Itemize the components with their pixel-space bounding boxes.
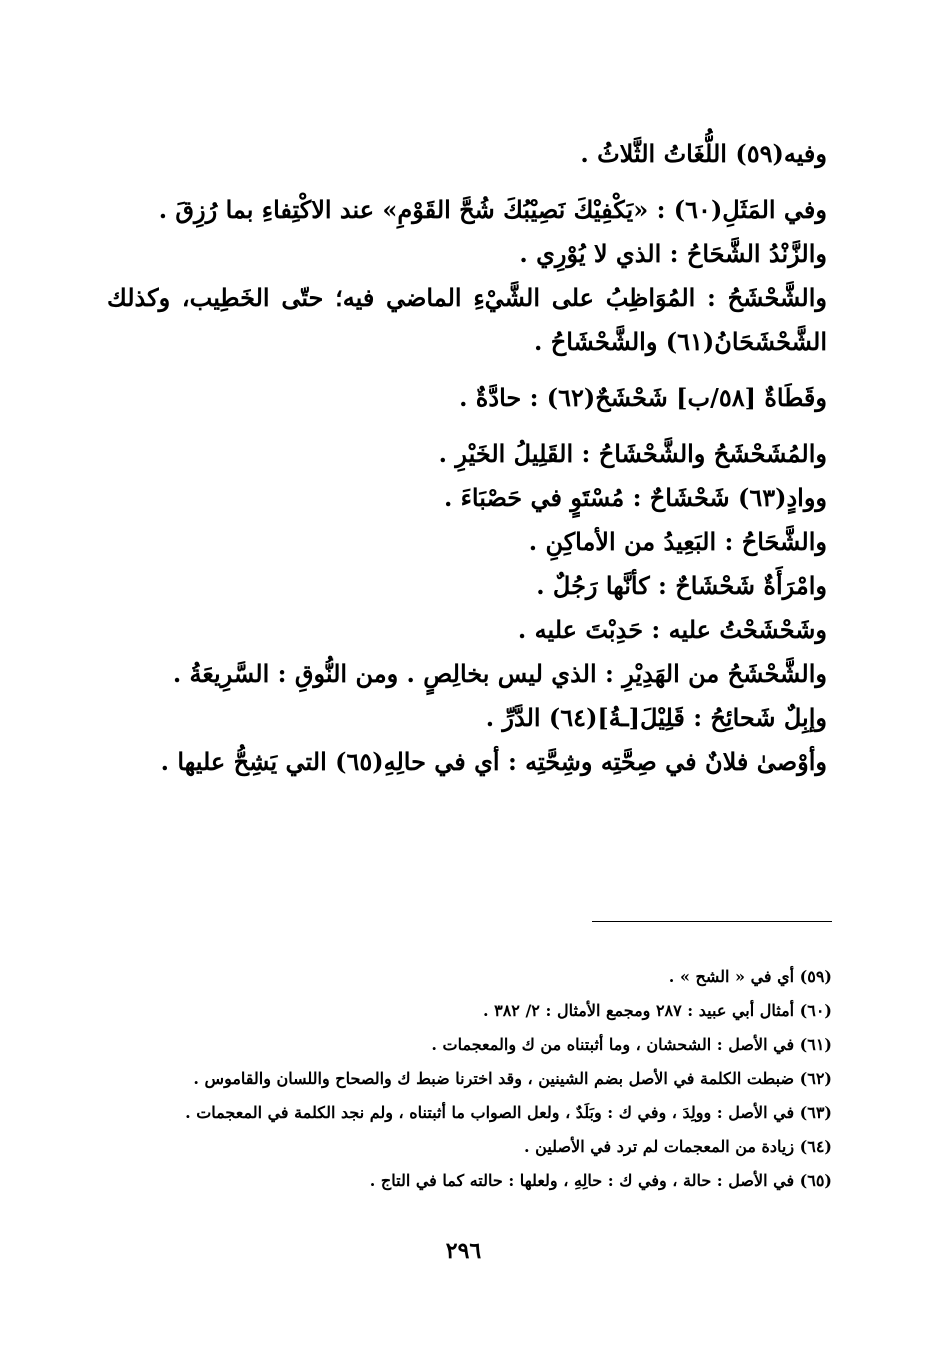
text-line: وفي المَثَلِ(٦٠) : «يَكْفِيْكَ نَصِيْبُكَ شُحَّ القَوْمِ» عند الاكْتِفاءِ بما رُزِقَ .	[158, 195, 827, 224]
text-line: والشَّحْشَحُ من الهَدِيْرِ : الذي ليس بخالِصٍ . ومن النُّوقِ : السَّرِيعَةُ .	[172, 659, 827, 688]
text-line: وامْرَأَةٌ شَحْشَاحٌ : كأنَّها رَجُلٌ .	[536, 571, 827, 600]
text-line: الشَّحْشَحَانُ(٦١) والشَّحْشَاحُ .	[534, 327, 827, 356]
footnote: (٦١) في الأصل : الشحشان ، وما أثبتناه من ك والمعجمات .	[431, 1035, 832, 1054]
footnote: (٦٢) ضبطت الكلمة في الأصل بضم الشينين ، وقد اخترنا ضبط ك والصحاح واللسان والقاموس .	[193, 1069, 832, 1088]
footnote: (٦٥) في الأصل : حالة ، وفي ك : حالِهِ ، ولعلها : حالته كما في التاج .	[369, 1171, 832, 1190]
main-text-block	[107, 132, 827, 784]
footnote: (٦٠) أمثال أبي عبيد : ٢٨٧ ومجمع الأمثال : ٢/ ٣٨٢ .	[482, 1001, 832, 1020]
footnote: (٥٩) أي في « الشح » .	[668, 967, 832, 986]
text-line: والشَّحَاحُ : البَعِيدُ من الأماكِنِ .	[528, 527, 827, 556]
text-line: ووادٍ(٦٣) شَحْشَاحٌ : مُسْتَوٍ في حَصْبَاءَ .	[443, 483, 827, 512]
text-line: وإبِلٌ شَحائِحُ : قَلِيْلَ[ـةُ](٦٤) الدَّرِّ .	[485, 703, 827, 732]
footnote-separator	[592, 921, 832, 922]
text-line: وأوْصىٰ فلانٌ في صِحَّتِه وشِحَّتِه : أي في حالِهِ(٦٥) التي يَشِحُّ عليها .	[160, 747, 827, 776]
page-number: ٢٩٦	[445, 1238, 482, 1264]
text-line: والشَّحْشَحُ : المُوَاظِبُ على الشَّيْءِ الماضي فيه؛ حتّى الخَطِيب، وكذلك	[107, 283, 827, 312]
text-line: وقَطَاةٌ [٥٨/ب] شَحْشَحٌ(٦٢) : حادَّةٌ .	[459, 383, 827, 412]
footnote: (٦٤) زيادة من المعجمات لم ترد في الأصلين .	[524, 1137, 832, 1156]
text-line: والمُشَحْشَحُ والشَّحْشَاحُ : القَلِيلُ الخَيْرِ .	[438, 439, 827, 468]
text-line: وفيه(٥٩) اللُّغَاتُ الثَّلاثُ .	[580, 139, 827, 168]
footnote: (٦٣) في الأصل : وولِدَ ، وفي ك : وبَلَدٌ ، ولعل الصواب ما أثبتناه ، ولم نجد الكلمة في المعجمات .	[185, 1103, 832, 1122]
footnotes-block	[92, 960, 832, 1198]
text-line: والزَّنْدُ الشَّحَاحُ : الذي لا يُوْرِي .	[519, 239, 827, 268]
text-line: وشَحْشَحْتُ عليه : حَدِبْتَ عليه .	[517, 615, 827, 644]
